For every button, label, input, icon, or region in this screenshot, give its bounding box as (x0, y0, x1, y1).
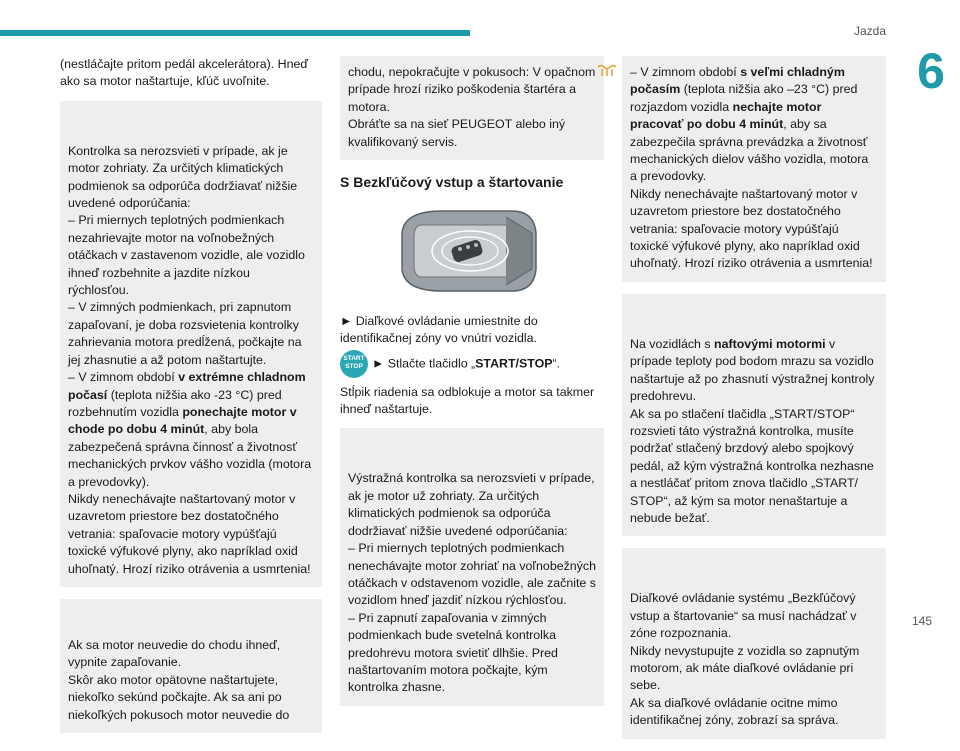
chapter-number: 6 (917, 43, 945, 99)
info-box (622, 548, 886, 738)
info-item: – V zimnom období v extrémne chladnom počasí (teplota nižšia ako -23 °C) pred rozbehnutím vozidla ponechajte motor v chode po dobu 4 minút, aby bola zabezpečená správna činnosť a životnosť mechanických prvkov vášho vozidla (motora a prevodovky). (68, 370, 312, 489)
step-2: START STOP ► Stlačte tlačidlo „START/STOP“. (340, 350, 604, 378)
info-item: Ak sa diaľkové ovládanie ocitne mimo identifikačnej zóny, zobrazí sa správa. (630, 695, 839, 728)
warning-text: Ak sa po stlačení tlačidla „START/STOP“ rozsvieti táto výstražná kontrolka, musíte podržať stlačený brzdový alebo spojkový pedál, až kým výstražná kontrolka nezhasne a nestláčať pritom znova tlačidlo „START/ STOP“, až kým sa motor nenaštartuje a nebude bežať. (630, 406, 874, 525)
section-heading: S Bezkľúčový vstup a štartovanie (340, 174, 564, 191)
warning-text: Skôr ako motor opätovne naštartujete, niekoľko sekúnd počkajte. Ak sa ani po niekoľkých pokusoch motor neuvedie do (68, 672, 290, 722)
info-text: Kontrolka sa nerozsvieti v prípade, ak je motor zohriaty. Za určitých klimatických podmienok sa odporúča dodržiavať nižšie uvedené odporúčania: (68, 143, 298, 211)
info-icon (326, 438, 331, 462)
info-item: – Pri zapnutí zapaľovania v zimných podmienkach bude svetelná kontrolka predohrevu motora svietiť dlhšie. Pred naštartovaním motora počkajte, kým kontrolka zhasne. (348, 610, 558, 695)
warning-text: Ak sa motor neuvedie do chodu ihneď, vypnite zapaľovanie. (68, 637, 281, 670)
box-text: chodu, nepokračujte v pokusoch: V opačnom prípade hrozí riziko poškodenia štartéra a motora. (348, 65, 596, 114)
box-text: Nikdy nenechávajte naštartovaný motor v uzavretom priestore bez dostatočného vetrania: spaľovacie motory vypúšťajú toxické výfukové plyny, ako napríklad oxid uhoľnatý. Hrozí riziko otrávenia a usmrtenia! (630, 186, 873, 271)
continued-box (622, 56, 886, 282)
info-item: – Pri miernych teplotných podmienkach nezahrievajte motor na voľnobežných otáčkach v zastavenom vozidle, ale vozidlo ihneď rozbehnite a jazdite nízkou rýchlosťou. (68, 213, 305, 298)
column-1 (60, 56, 322, 745)
info-box (340, 428, 604, 705)
column-3 (622, 56, 886, 751)
page-number: 145 (911, 614, 932, 628)
column-2 (340, 56, 604, 718)
glow-plug-icon (596, 64, 618, 78)
info-text: Diaľkové ovládanie systému „Bezkľúčový vstup a štartovanie“ sa musí nachádzať v zóne rozpoznania. (630, 591, 857, 641)
start-stop-button-icon: START STOP (340, 350, 368, 378)
intro-paragraph: (nestláčajte pritom pedál akcelerátora). Hneď ako sa motor naštartuje, kľúč uvoľnite. (60, 57, 308, 89)
step-3: Stĺpik riadenia sa odblokuje a motor sa takmer ihneď naštartuje. (340, 384, 595, 417)
info-item: – Pri miernych teplotných podmienkach nenechávajte motor zohriať na voľnobežných otáčkach v odstavenom vozidle, ale začnite s vozidlom hneď jazdiť nízkou rýchlosťou. (348, 541, 596, 608)
top-accent-bar (0, 30, 470, 36)
car-keyless-zone-illustration (382, 203, 546, 299)
info-item: – V zimných podmienkach, pri zapnutom zapaľovaní, je doba rozsvietenia kontrolky zahrievania motora predĺžená, počkajte na jej zhasnutie a až potom naštartujte. (68, 300, 302, 367)
warning-icon (590, 304, 598, 330)
info-icon (608, 558, 613, 582)
warning-box: Na vozidlách s naftovými motormi v prípade teploty pod bodom mrazu sa vozidlo naštartuje až po zhasnutí výstražnej kontroly predohrevu. Ak sa po stlačení tlačidla „START/STOP“ rozsvieti táto výstražná kontrolka, musíte podržať stlačený brzdový alebo spojkový pedál, až kým výstražná kontrolka nezhasne a nestláčať pritom znova tlačidlo „START/ STOP“, až kým sa motor nenaštartuje a nebude bežať. (622, 294, 886, 536)
info-item: Nikdy nenechávajte naštartovaný motor v uzavretom priestore bez dostatočného vetrania: spaľovacie motory vypúšťajú toxické výfukové plyny, ako napríklad oxid uhoľnatý. Hrozí riziko otrávenia a usmrtenia! (68, 491, 311, 576)
info-text: Výstražná kontrolka sa nerozsvieti v prípade, ak je motor už zohriaty. Za určitých klimatických podmienok sa odporúča dodržiavať nižšie uvedené odporúčania: (348, 471, 595, 538)
box-text: – V zimnom období s veľmi chladným počasím (teplota nižšia ako –23 °C) pred rozjazdom vozidla nechajte motor pracovať po dobu 4 minút, aby sa zabezpečila správna prevádzka a životnosť mechanických dielov vášho vozidla, motora a prevodovky. (630, 65, 869, 184)
section-title: Jazda (853, 24, 886, 38)
continued-box (340, 56, 604, 160)
info-box (60, 101, 322, 587)
warning-box (60, 599, 322, 733)
info-item: Nikdy nevystupujte z vozidla so zapnutým motorom, ak máte diaľkové ovládanie pri sebe. (630, 643, 860, 693)
step-1: ► Diaľkové ovládanie umiestnite do identifikačnej zóny vo vnútri vozidla. (340, 313, 538, 346)
box-text: Obráťte sa na sieť PEUGEOT alebo iný kvalifikovaný servis. (348, 117, 566, 149)
warning-icon (46, 609, 54, 635)
info-icon (46, 111, 51, 135)
